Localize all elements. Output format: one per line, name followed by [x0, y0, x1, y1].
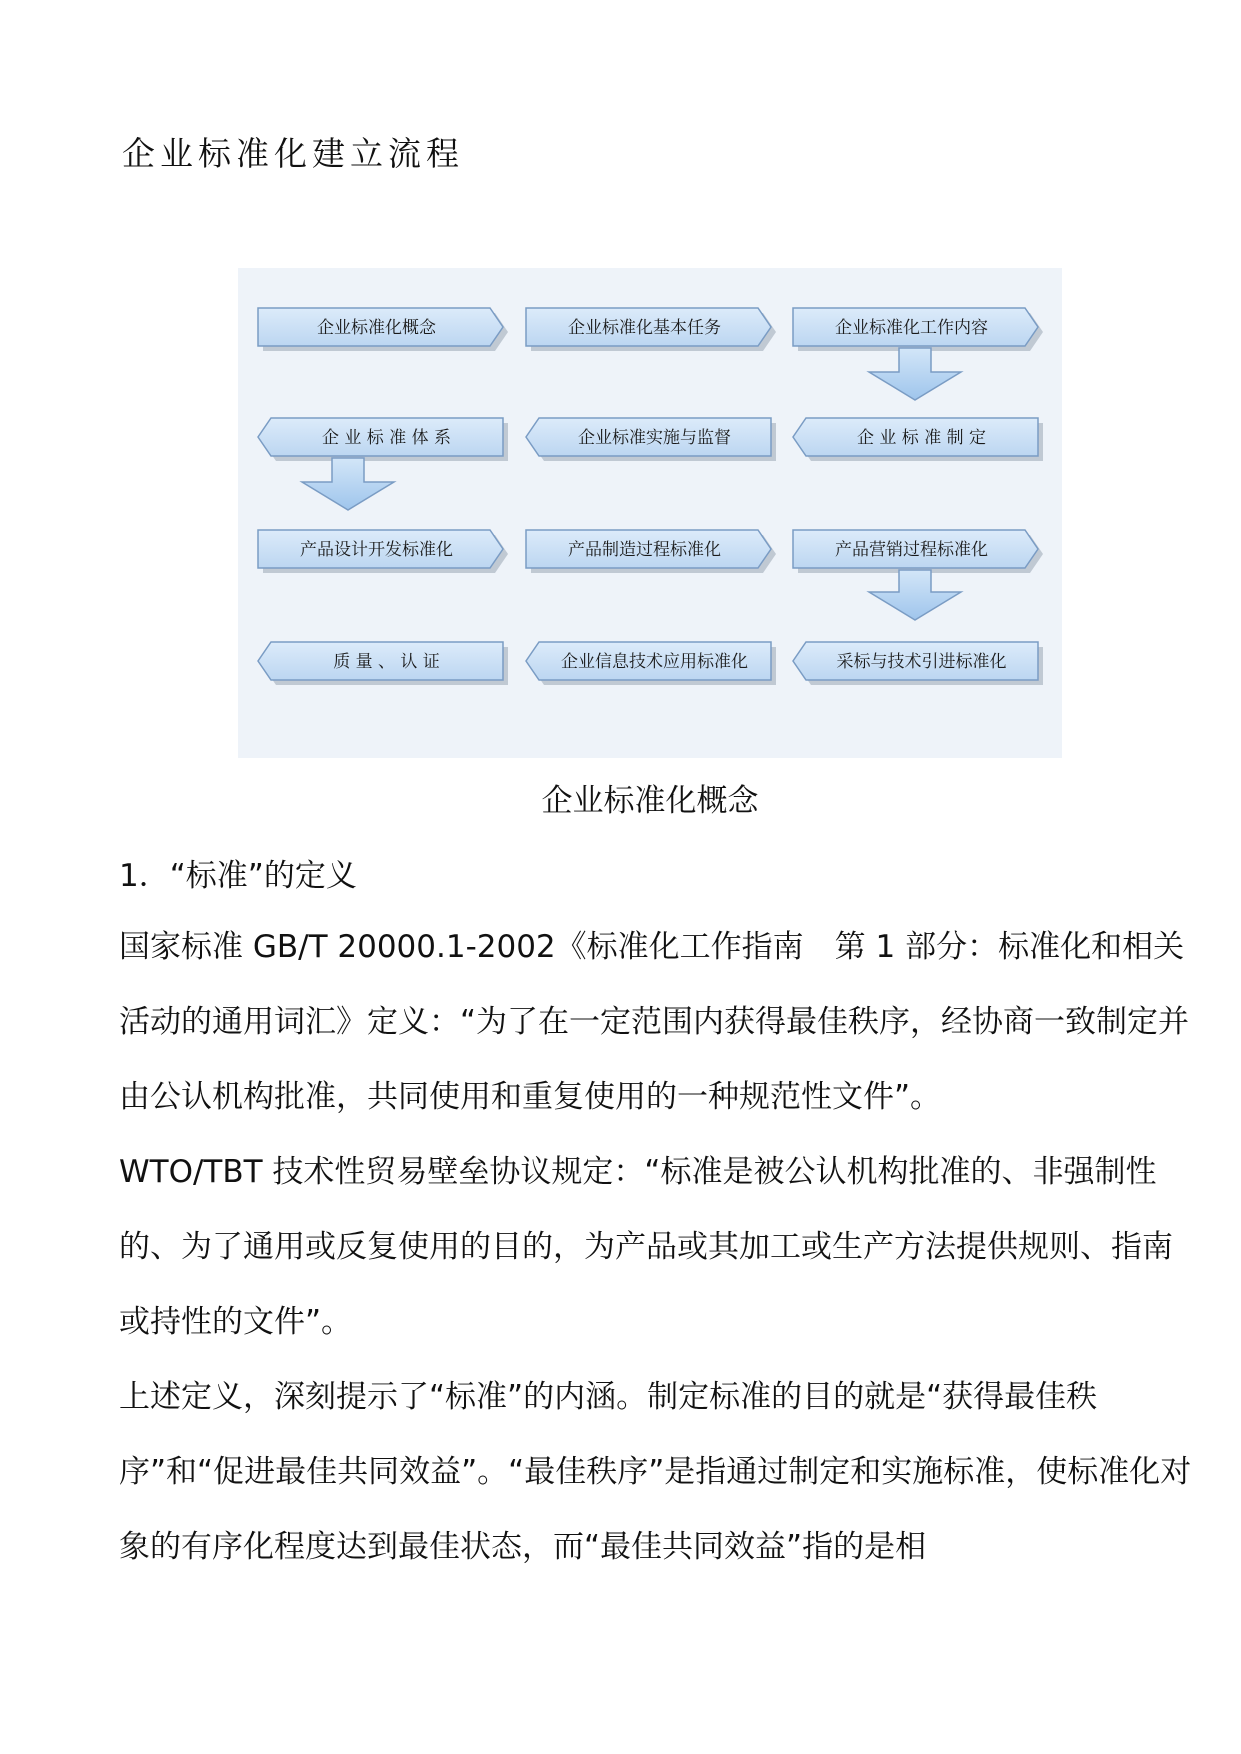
- process-box-label: 企业标准化概念: [317, 318, 436, 338]
- process-box-label: 企 业 标 准 体 系: [321, 428, 452, 448]
- process-box-label: 企业标准化基本任务: [568, 318, 721, 338]
- figure-caption: 企业标准化概念: [541, 783, 759, 819]
- process-diagram: [238, 268, 1062, 758]
- down-arrow: [869, 348, 961, 400]
- process-box-label: 产品设计开发标准化: [300, 540, 453, 560]
- process-box-label: 企 业 标 准 制 定: [856, 428, 987, 448]
- process-box-label: 企业标准化工作内容: [835, 318, 988, 338]
- process-box-label: 企业信息技术应用标准化: [561, 652, 748, 672]
- process-box-label: 企业标准实施与监督: [578, 428, 731, 448]
- paragraph-gb-definition: 国家标准 GB/T 20000.1-2002《标准化工作指南 第 1 部分：标准化和相关活动的通用词汇》定义：“为了在一定范围内获得最佳秩序，经协商一致制定并由公认机构批准，共同使用和重复使用的一种规范性文件”。: [119, 929, 1190, 1115]
- down-arrow: [302, 458, 394, 510]
- process-box-label: 产品营销过程标准化: [835, 540, 988, 560]
- down-arrow: [869, 570, 961, 620]
- document-title: 企业标准化建立流程: [122, 134, 464, 173]
- paragraph-wto-definition: WTO/TBT 技术性贸易壁垒协议规定：“标准是被公认机构批准的、非强制性的、为了通用或反复使用的目的，为产品或其加工或生产方法提供规则、指南或持性的文件”。: [119, 1154, 1173, 1340]
- process-box-label: 产品制造过程标准化: [568, 540, 721, 560]
- process-diagram-svg: [238, 268, 1062, 758]
- section-heading: 1．“标准”的定义: [119, 858, 357, 894]
- process-box-label: 采标与技术引进标准化: [836, 652, 1007, 672]
- paragraph-explanation: 上述定义，深刻提示了“标准”的内涵。制定标准的目的就是“获得最佳秩序”和“促进最佳共同效益”。“最佳秩序”是指通过制定和实施标准，使标准化对象的有序化程度达到最佳状态，而“最佳共同效益”指的是相: [119, 1379, 1192, 1565]
- process-box-label: 质 量 、 认 证: [333, 652, 440, 672]
